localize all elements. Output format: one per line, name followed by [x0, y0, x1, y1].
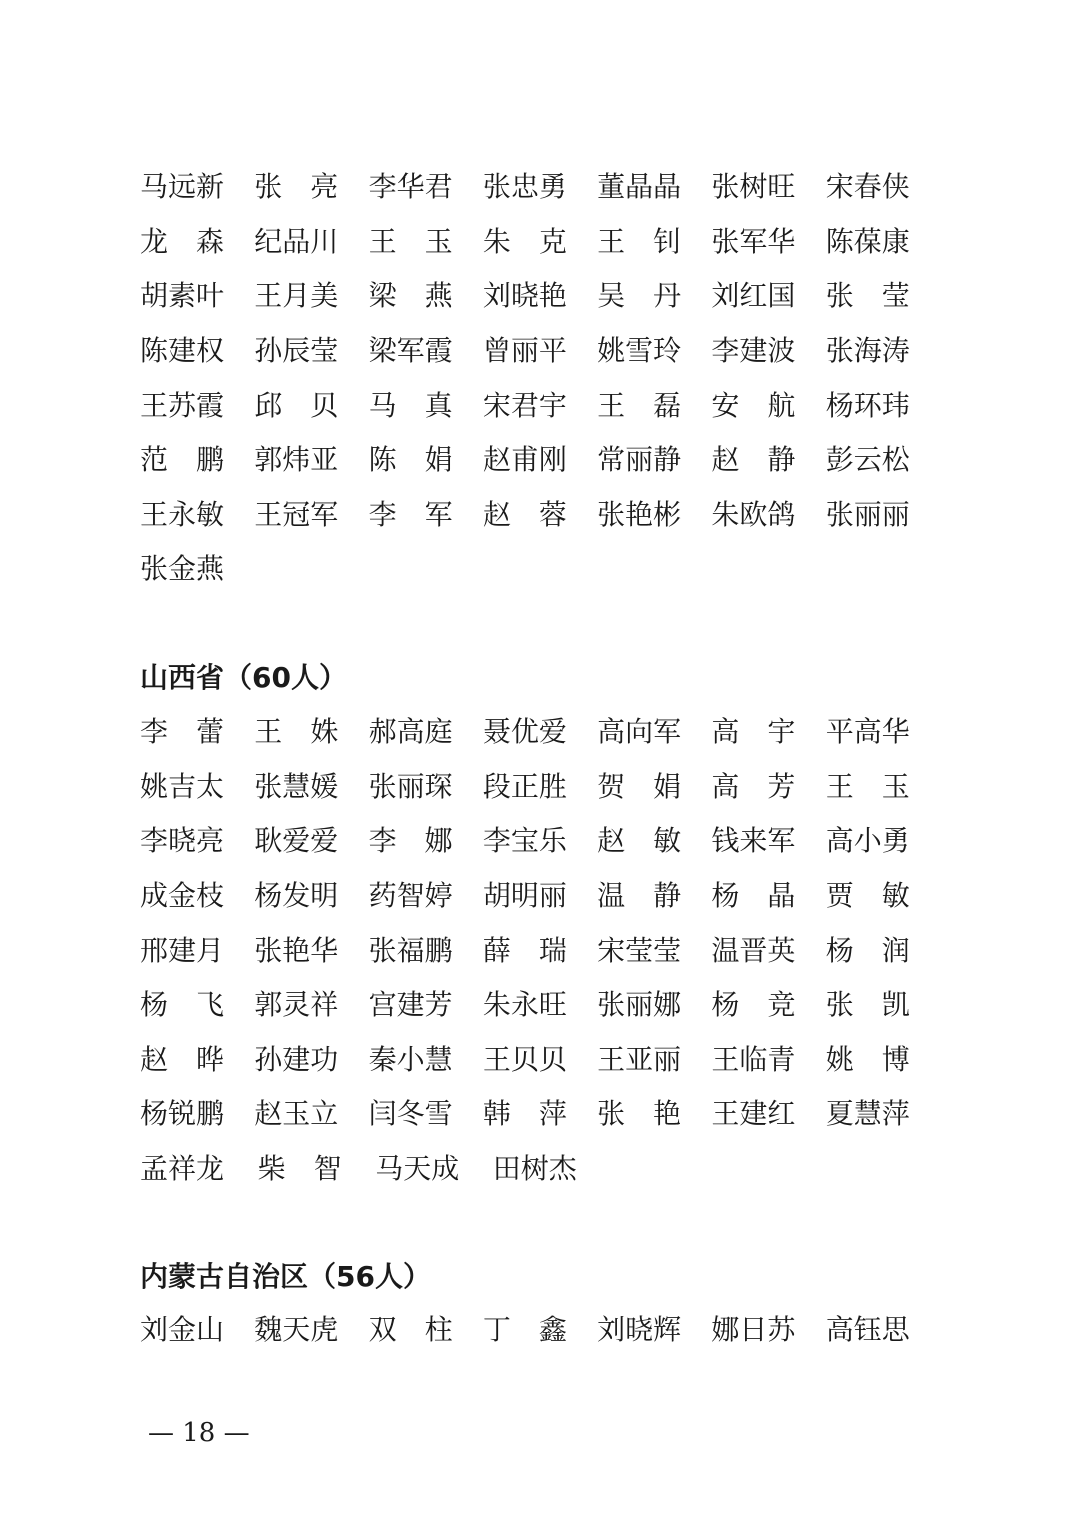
- person-name: 张树旺: [711, 170, 796, 204]
- person-name: 田树杰: [492, 1152, 577, 1186]
- person-name: 范鹏: [140, 443, 253, 477]
- person-name: 高芳: [711, 769, 824, 803]
- person-name: 王钊: [597, 224, 710, 258]
- person-name: 张金燕: [140, 552, 225, 586]
- person-name: 朱欧鸽: [711, 497, 796, 531]
- name-list-continued: [140, 160, 940, 597]
- person-name: 王磊: [597, 388, 710, 422]
- person-name: 丁鑫: [482, 1313, 595, 1347]
- section-heading-shanxi: 山西省（60人）: [140, 661, 347, 694]
- person-name: 张福鹏: [368, 933, 453, 967]
- person-name: 王建红: [711, 1097, 796, 1131]
- person-name: 药智婷: [368, 879, 453, 913]
- person-name: 刘红国: [711, 279, 796, 313]
- person-name: 杨晶: [711, 879, 824, 913]
- person-name: 常丽静: [597, 443, 682, 477]
- person-name: 王亚丽: [597, 1042, 682, 1076]
- person-name: 王月美: [254, 279, 339, 313]
- person-name: 娜日苏: [711, 1313, 796, 1347]
- person-name: 王贝贝: [482, 1042, 567, 1076]
- page-number: — 18 —: [148, 1418, 250, 1448]
- name-list-inner-mongolia: [140, 1303, 940, 1358]
- person-name: 孙建功: [254, 1042, 339, 1076]
- name-row: [140, 1142, 940, 1197]
- person-name: 夏慧萍: [825, 1097, 910, 1131]
- person-name: 钱来军: [711, 824, 796, 858]
- person-name: 张慧媛: [254, 769, 339, 803]
- person-name: 朱永旺: [482, 988, 567, 1022]
- person-name: 张亮: [254, 170, 367, 204]
- person-name: 秦小慧: [368, 1042, 453, 1076]
- person-name: 王冠军: [254, 497, 339, 531]
- person-name: 姚博: [825, 1042, 938, 1076]
- person-name: 李蕾: [140, 715, 253, 749]
- person-name: 高小勇: [825, 824, 910, 858]
- name-row: [140, 160, 940, 215]
- person-name: 双柱: [368, 1313, 481, 1347]
- person-name: 魏天虎: [254, 1313, 339, 1347]
- person-name: 张丽娜: [597, 988, 682, 1022]
- person-name: 王玉: [825, 769, 938, 803]
- person-name: 李建波: [711, 334, 796, 368]
- name-list-shanxi: [140, 705, 940, 1196]
- person-name: 马天成: [375, 1152, 460, 1186]
- name-row: [140, 433, 940, 488]
- name-row: [140, 378, 940, 433]
- person-name: 耿爱爱: [254, 824, 339, 858]
- person-name: 宋莹莹: [597, 933, 682, 967]
- person-name: 孟祥龙: [140, 1152, 225, 1186]
- person-name: 杨环玮: [825, 388, 910, 422]
- person-name: 陈建权: [140, 334, 225, 368]
- person-name: 张艳彬: [597, 497, 682, 531]
- person-name: 薛瑞: [482, 933, 595, 967]
- person-name: 纪品川: [254, 224, 339, 258]
- person-name: 宫建芳: [368, 988, 453, 1022]
- person-name: 胡明丽: [482, 879, 567, 913]
- person-name: 姚雪玲: [597, 334, 682, 368]
- name-row: [140, 542, 940, 597]
- person-name: 赵甫刚: [482, 443, 567, 477]
- person-name: 高向军: [597, 715, 682, 749]
- person-name: 郭灵祥: [254, 988, 339, 1022]
- person-name: 赵玉立: [254, 1097, 339, 1131]
- person-name: 张忠勇: [482, 170, 567, 204]
- name-row: [140, 488, 940, 543]
- person-name: 张丽丽: [825, 497, 910, 531]
- person-name: 李军: [368, 497, 481, 531]
- person-name: 赵静: [711, 443, 824, 477]
- person-name: 郭炜亚: [254, 443, 339, 477]
- person-name: 梁燕: [368, 279, 481, 313]
- person-name: 宋春侠: [825, 170, 910, 204]
- person-name: 温静: [597, 879, 710, 913]
- person-name: 安航: [711, 388, 824, 422]
- person-name: 张凯: [825, 988, 938, 1022]
- name-row: [140, 760, 940, 815]
- person-name: 张海涛: [825, 334, 910, 368]
- person-name: 姚吉太: [140, 769, 225, 803]
- person-name: 吴丹: [597, 279, 710, 313]
- person-name: 彭云松: [825, 443, 910, 477]
- person-name: 刘晓辉: [597, 1313, 682, 1347]
- person-name: 高钰思: [825, 1313, 910, 1347]
- name-row: [140, 1033, 940, 1088]
- person-name: 梁军霞: [368, 334, 453, 368]
- person-name: 马远新: [140, 170, 225, 204]
- name-row: [140, 869, 940, 924]
- person-name: 王永敏: [140, 497, 225, 531]
- person-name: 李宝乐: [482, 824, 567, 858]
- person-name: 陈娟: [368, 443, 481, 477]
- person-name: 张莹: [825, 279, 938, 313]
- person-name: 杨飞: [140, 988, 253, 1022]
- person-name: 成金枝: [140, 879, 225, 913]
- person-name: 张艳: [597, 1097, 710, 1131]
- person-name: 孙辰莹: [254, 334, 339, 368]
- name-row: [140, 814, 940, 869]
- name-row: [140, 923, 940, 978]
- person-name: 宋君宇: [482, 388, 567, 422]
- person-name: 杨润: [825, 933, 938, 967]
- name-row: [140, 705, 940, 760]
- person-name: 杨发明: [254, 879, 339, 913]
- person-name: 龙森: [140, 224, 253, 258]
- person-name: 闫冬雪: [368, 1097, 453, 1131]
- person-name: 杨竞: [711, 988, 824, 1022]
- person-name: 王玉: [368, 224, 481, 258]
- person-name: 马真: [368, 388, 481, 422]
- person-name: 刘晓艳: [482, 279, 567, 313]
- person-name: 胡素叶: [140, 279, 225, 313]
- person-name: 李晓亮: [140, 824, 225, 858]
- name-row: [140, 1087, 940, 1142]
- person-name: 段正胜: [482, 769, 567, 803]
- person-name: 王姝: [254, 715, 367, 749]
- section-heading-inner-mongolia: 内蒙古自治区（56人）: [140, 1260, 431, 1293]
- person-name: 陈葆康: [825, 224, 910, 258]
- name-row: [140, 269, 940, 324]
- person-name: 李娜: [368, 824, 481, 858]
- person-name: 董晶晶: [597, 170, 682, 204]
- person-name: 聂优爱: [482, 715, 567, 749]
- person-name: 朱克: [482, 224, 595, 258]
- person-name: 邱贝: [254, 388, 367, 422]
- person-name: 杨锐鹏: [140, 1097, 225, 1131]
- person-name: 李华君: [368, 170, 453, 204]
- name-row: [140, 978, 940, 1033]
- person-name: 温晋英: [711, 933, 796, 967]
- person-name: 张军华: [711, 224, 796, 258]
- person-name: 高宇: [711, 715, 824, 749]
- name-row: [140, 324, 940, 379]
- person-name: 贺娟: [597, 769, 710, 803]
- person-name: 张丽琛: [368, 769, 453, 803]
- person-name: 贾敏: [825, 879, 938, 913]
- name-row: [140, 215, 940, 270]
- person-name: 赵蓉: [482, 497, 595, 531]
- person-name: 郝高庭: [368, 715, 453, 749]
- person-name: 刘金山: [140, 1313, 225, 1347]
- person-name: 平高华: [825, 715, 910, 749]
- person-name: 韩萍: [482, 1097, 595, 1131]
- person-name: 柴智: [257, 1152, 370, 1186]
- person-name: 张艳华: [254, 933, 339, 967]
- name-row: [140, 1303, 940, 1358]
- person-name: 王临青: [711, 1042, 796, 1076]
- person-name: 赵晔: [140, 1042, 253, 1076]
- person-name: 王苏霞: [140, 388, 225, 422]
- person-name: 曾丽平: [482, 334, 567, 368]
- person-name: 邢建月: [140, 933, 225, 967]
- person-name: 赵敏: [597, 824, 710, 858]
